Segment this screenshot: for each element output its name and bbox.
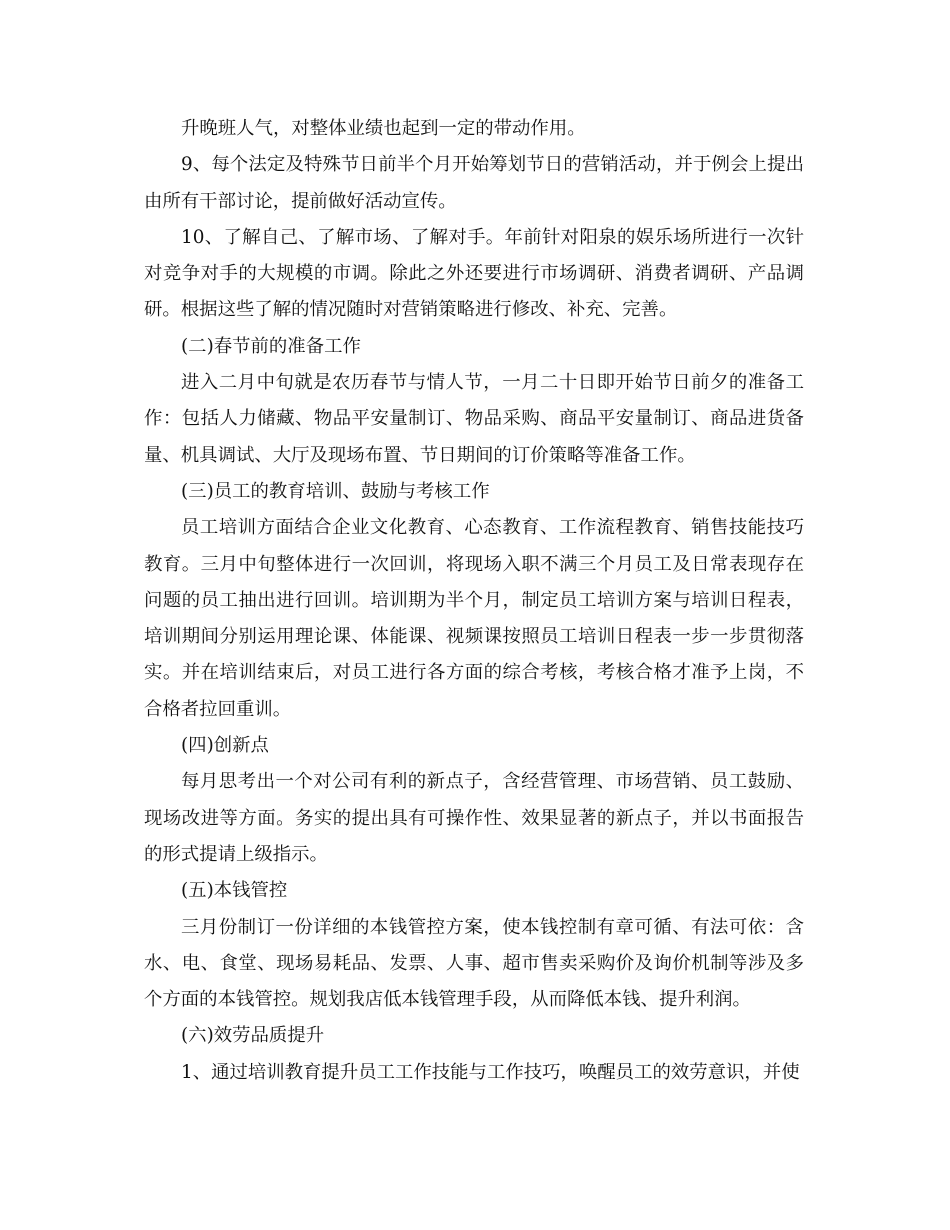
paragraph-cost-control: 三月份制订一份详细的本钱管控方案，使本钱控制有章可循、有法可依：含水、电、食堂、现场易耗品、发票、人事、超市售卖采购价及询价机制等涉及多个方面的本钱管控。规划我店低本钱管理手段，从而降低本钱、提升利润。 [144,916,804,1011]
paragraph-item-10: 10、了解自己、了解市场、了解对手。年前针对阳泉的娱乐场所进行一次针对竞争对手的大规模的市调。除此之外还要进行市场调研、消费者调研、产品调研。根据这些了解的情况随时对营销策略进行修改、补充、完善。 [144,226,804,321]
paragraph-continuation: 升晚班人气，对整体业绩也起到一定的带动作用。 [181,118,586,139]
section-heading-2: (二)春节前的准备工作 [181,335,361,357]
section-heading-5: (五)本钱管控 [181,880,288,902]
paragraph-innovation: 每月思考出一个对公司有利的新点子，含经营管理、市场营销、员工鼓励、现场改进等方面。务实的提出具有可操作性、效果显著的新点子，并以书面报告的形式提请上级指示。 [144,771,804,865]
paragraph-staff-training: 员工培训方面结合企业文化教育、心态教育、工作流程教育、销售技能技巧教育。三月中旬整体进行一次回训，将现场入职不满三个月员工及日常表现存在问题的员工抽出进行回训。培训期为半个月，制定员工培训方案与培训日程表，培训期间分别运用理论课、体能课、视频课按照员工培训日程表一步一步贯彻落实。并在培训结束后，对员工进行各方面的综合考核，考核合格才准予上岗，不合格者拉回重训。 [144,517,804,720]
section-heading-6: (六)效劳品质提升 [181,1025,325,1047]
paragraph-spring-festival-prep: 进入二月中旬就是农历春节与情人节，一月二十日即开始节日前夕的准备工作：包括人力储藏、物品平安量制订、物品采购、商品平安量制订、商品进货备量、机具调试、大厅及现场布置、节日期间的订价策略等准备工作。 [144,372,804,466]
paragraph-item-9: 9、每个法定及特殊节日前半个月开始筹划节日的营销活动，并于例会上提出由所有干部讨论，提前做好活动宣传。 [144,154,804,212]
section-heading-3: (三)员工的教育培训、鼓励与考核工作 [181,480,490,502]
document-page [144,111,804,1091]
paragraph-service-item-1: 1、通过培训教育提升员工工作技能与工作技巧，唤醒员工的效劳意识，并使 [181,1061,800,1083]
section-heading-4: (四)创新点 [181,735,269,757]
